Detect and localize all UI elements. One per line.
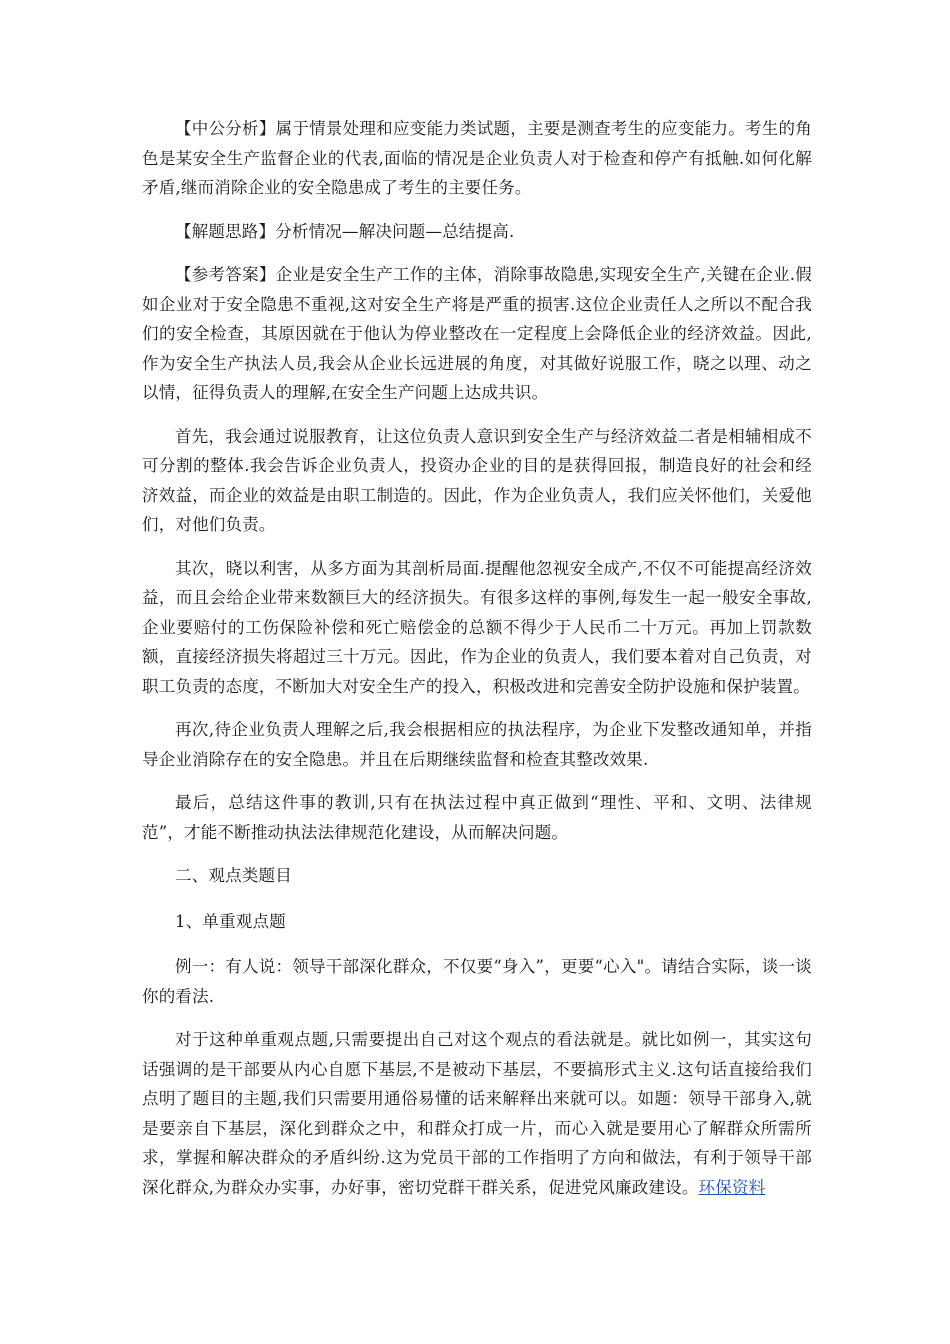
third-point-paragraph: 再次,待企业负责人理解之后,我会根据相应的执法程序，为企业下发整改通知单，并指导企业消除存在的安全隐患。并且在后期继续监督和检查其整改效果. [142,720,812,769]
explanation-paragraph [142,1025,812,1202]
analysis-paragraph: 【中公分析】属于情景处理和应变能力类试题，主要是测查考生的应变能力。考生的角色是某安全生产监督企业的代表,面临的情况是企业负责人对于检查和停产有抵触.如何化解矛盾,继而消除企业的安全隐患成了考生的主要任务。 [142,119,812,197]
second-point-paragraph: 其次，晓以利害，从多方面为其剖析局面.提醒他忽视安全成产,不仅不可能提高经济效益，而且会给企业带来数额巨大的经济损失。有很多这样的事例,每发生一起一般安全事故,企业要赔付的工伤保险补偿和死亡赔偿金的总额不得少于人民币二十万元。再加上罚款数额，直接经济损失将超过三十万元。因此，作为企业的负责人，我们要本着对自己负责，对职工负责的态度，不断加大对安全生产的投入，积极改进和完善安全防护设施和保护装置。 [142,558,812,696]
approach-paragraph: 【解题思路】分析情况—解决问题—总结提高. [175,221,515,241]
resource-link[interactable]: 环保资料 [698,1177,766,1197]
reference-answer-paragraph: 【参考答案】企业是安全生产工作的主体，消除事故隐患,实现安全生产,关键在企业.假如企业对于安全隐患不重视,这对安全生产将是严重的损害.这位企业责任人之所以不配合我们的安全检查，其原因就在于他认为停业整改在一定程度上会降低企业的经济效益。因此,作为安全生产执法人员,我会从企业长远进展的角度，对其做好说服工作，晓之以理、动之以情，征得负责人的理解,在安全生产问题上达成共识。 [142,265,812,402]
section-heading: 二、观点类题目 [175,866,292,885]
example-paragraph: 例一：有人说：领导干部深化群众，不仅要“身入”，更要“心入"。请结合实际，谈一谈你的看法. [142,957,812,1006]
conclusion-paragraph: 最后，总结这件事的教训,只有在执法过程中真正做到“理性、平和、文明、法律规范”，才能不断推动执法法律规范化建设，从而解决问题。 [142,793,812,842]
sub-heading: 1、单重观点题 [175,911,286,931]
first-point-paragraph: 首先，我会通过说服教育，让这位负责人意识到安全生产与经济效益二者是相辅相成不可分割的整体.我会告诉企业负责人，投资办企业的目的是获得回报，制造良好的社会和经济效益，而企业的效益是由职工制造的。因此，作为企业负责人，我们应关怀他们，关爱他们，对他们负责。 [142,426,812,534]
explanation-text: 对于这种单重观点题,只需要提出自己对这个观点的看法就是。就比如例一，其实这句话强调的是干部要从内心自愿下基层,不是被动下基层，不要搞形式主义.这句话直接给我们点明了题目的主题,我们只需要用通俗易懂的话来解释出来就可以。如题：领导干部身入,就是要亲自下基层，深化到群众之中，和群众打成一片，而心入就是要用心了解群众所需所求，掌握和解决群众的矛盾纠纷.这为党员干部的工作指明了方向和做法，有利于领导干部深化群众,为群众办实事，办好事，密切党群干群关系，促进党风廉政建设。 [142,1030,812,1197]
